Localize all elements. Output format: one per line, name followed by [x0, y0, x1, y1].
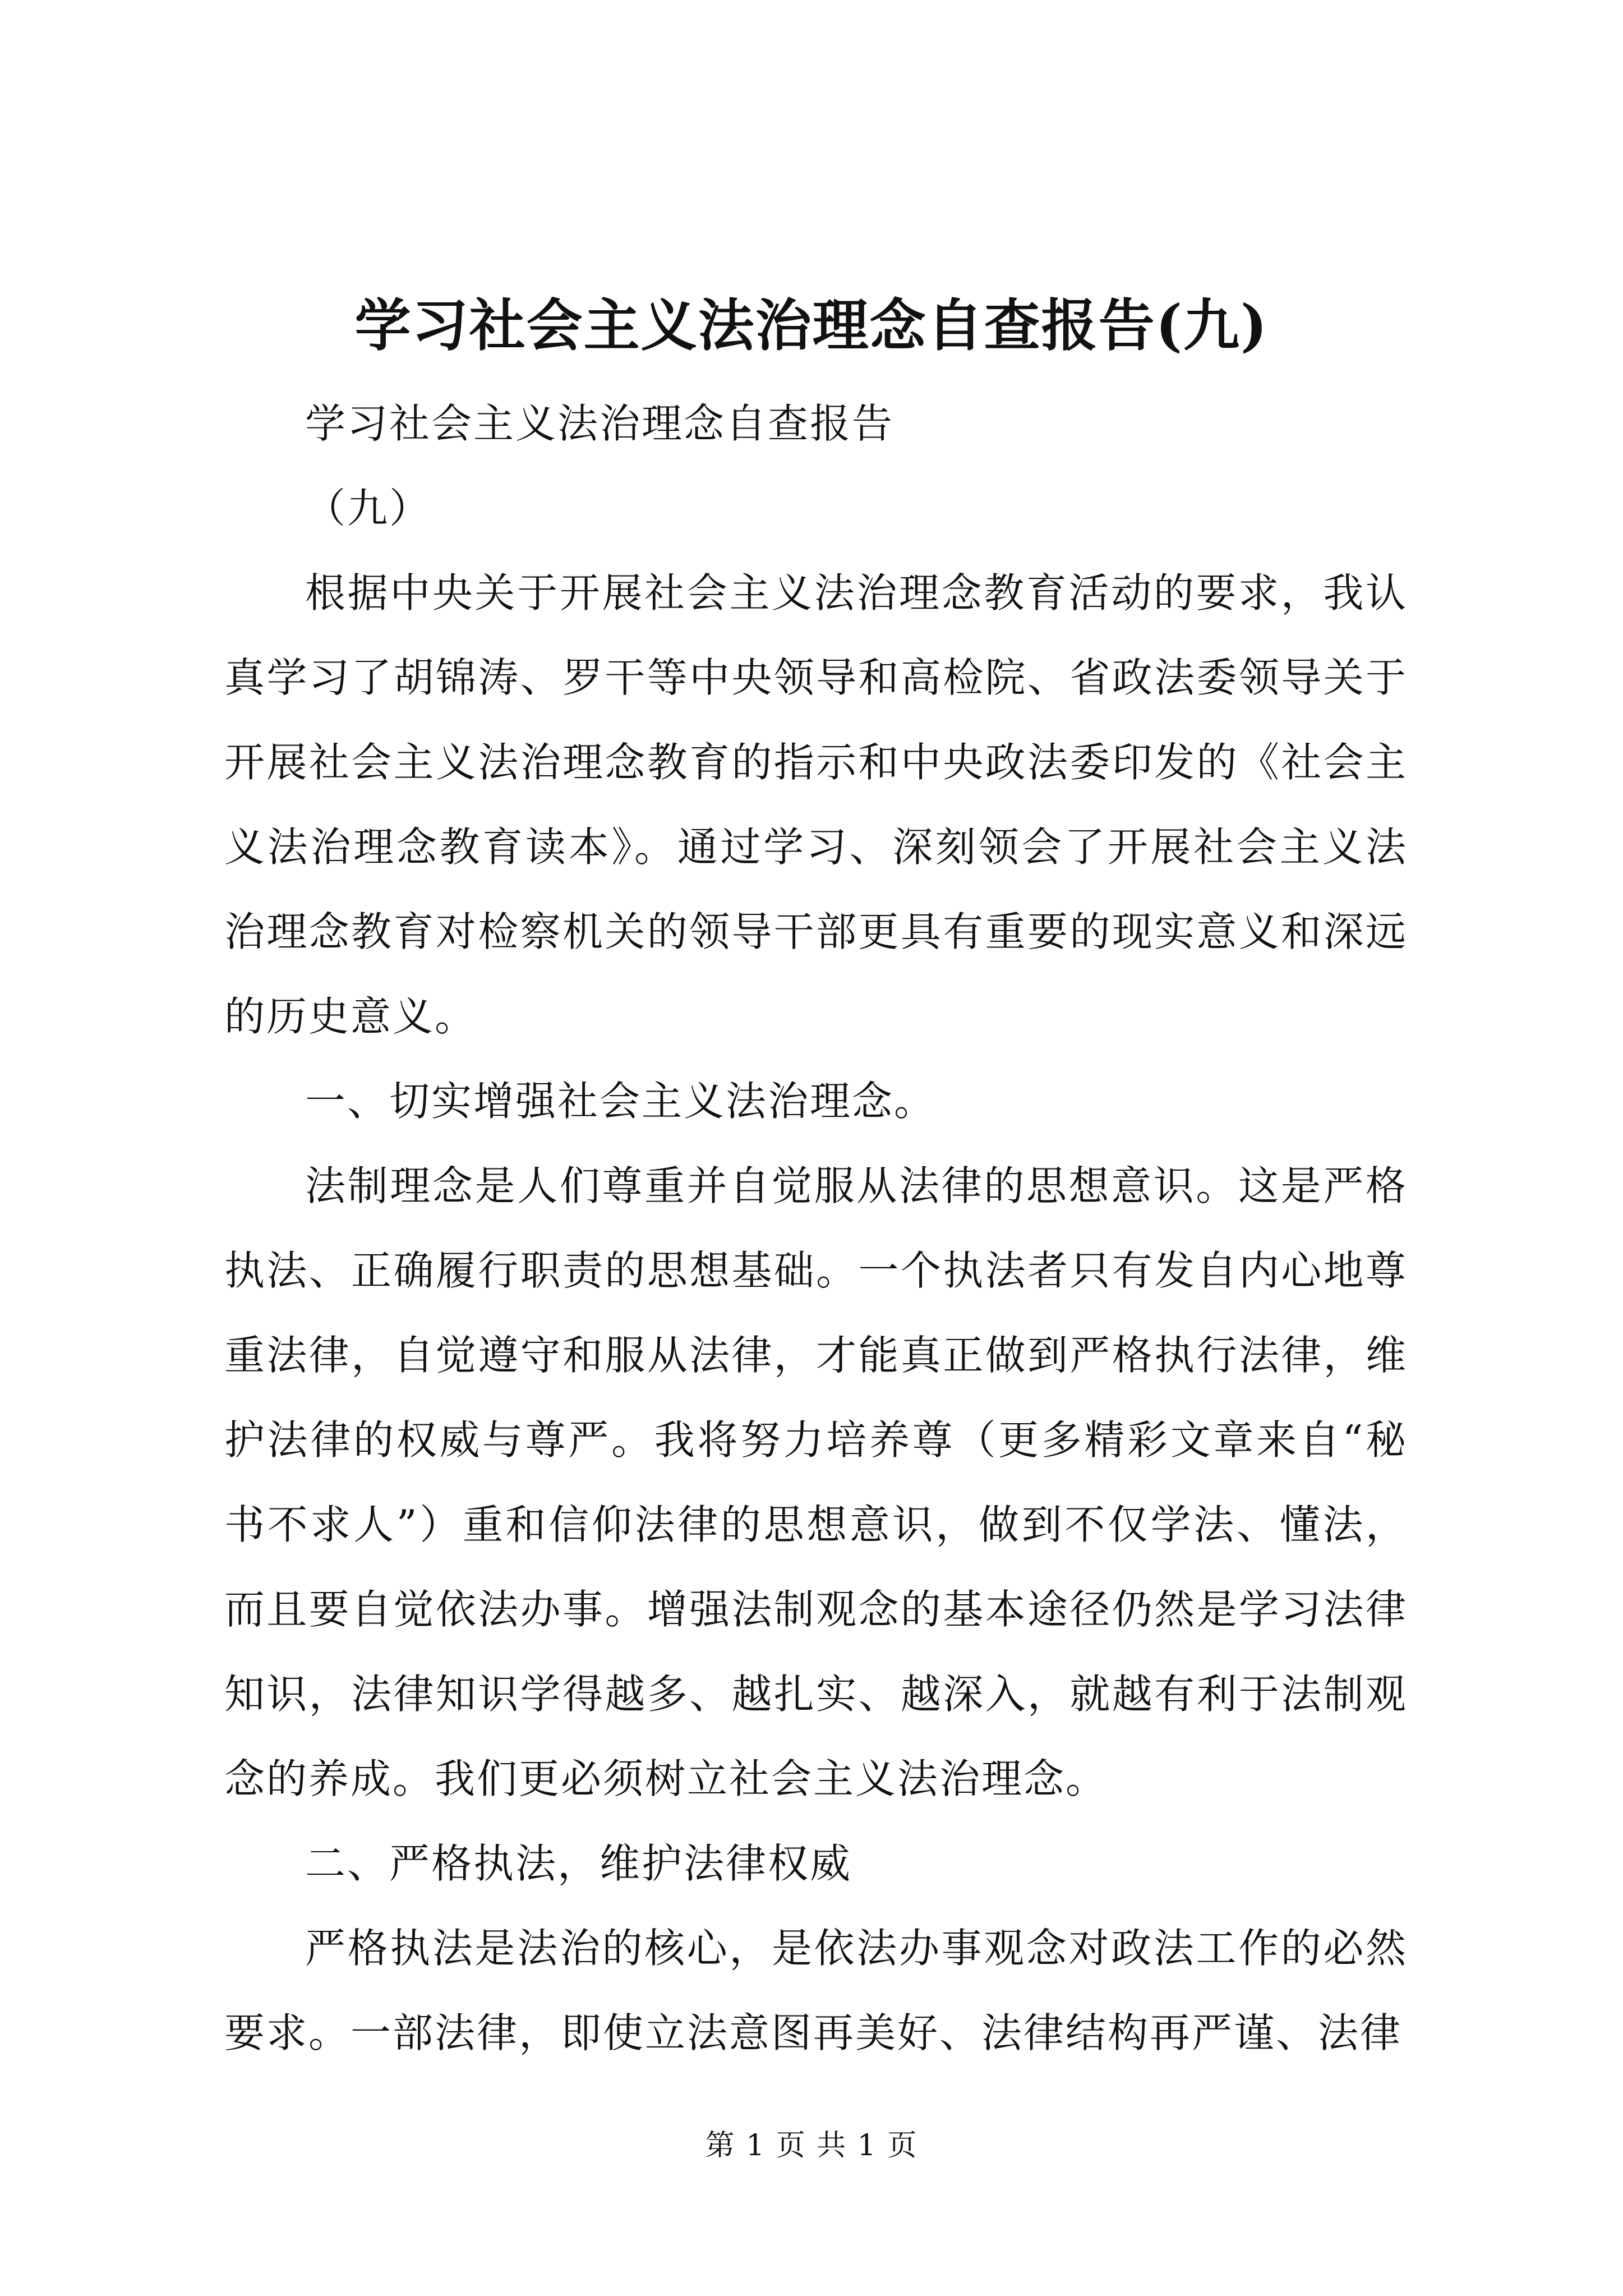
- number-paragraph: （九）: [305, 485, 432, 532]
- section-paragraph-2: 严格执法是法治的核心，是依法办事观念对政法工作的必然要求。一部法律，即使立法意图再美好、法律结构再严谨、法律: [224, 1925, 1408, 2056]
- section-paragraph-1: 法制理念是人们尊重并自觉服从法律的思想意识。这是严格执法、正确履行职责的思想基础。一个执法者只有发自内心地尊重法律，自觉遵守和服从法律，才能真正做到严格执行法律，维护法律的权威与尊严。我将努力培养尊（更多精彩文章来自“秘书不求人”）重和信仰法律的思想意识，做到不仅学法、懂法，而且要自觉依法办事。增强法制观念的基本途径仍然是学习法律知识，法律知识学得越多、越扎实、越深入，就越有利于法制观念的养成。我们更必须树立社会主义法治理念。: [224, 1162, 1408, 1802]
- section-heading-2: 二、严格执法，维护法律权威: [305, 1840, 852, 1887]
- intro-paragraph: 根据中央关于开展社会主义法治理念教育活动的要求，我认真学习了胡锦涛、罗干等中央领导和高检院、省政法委领导关于开展社会主义法治理念教育的指示和中央政法委印发的《社会主义法治理念教育读本》。通过学习、深刻领会了开展社会主义法治理念教育对检察机关的领导干部更具有重要的现实意义和深远的历史意义。: [224, 569, 1408, 1040]
- subtitle-paragraph: 学习社会主义法治理念自查报告: [305, 400, 895, 447]
- document-title: 学习社会主义法治理念自查报告(九): [354, 292, 1269, 358]
- section-heading-1: 一、切实增强社会主义法治理念。: [305, 1078, 937, 1125]
- document-body: [224, 381, 1408, 2076]
- page-footer: 第 1 页 共 1 页: [705, 2129, 918, 2162]
